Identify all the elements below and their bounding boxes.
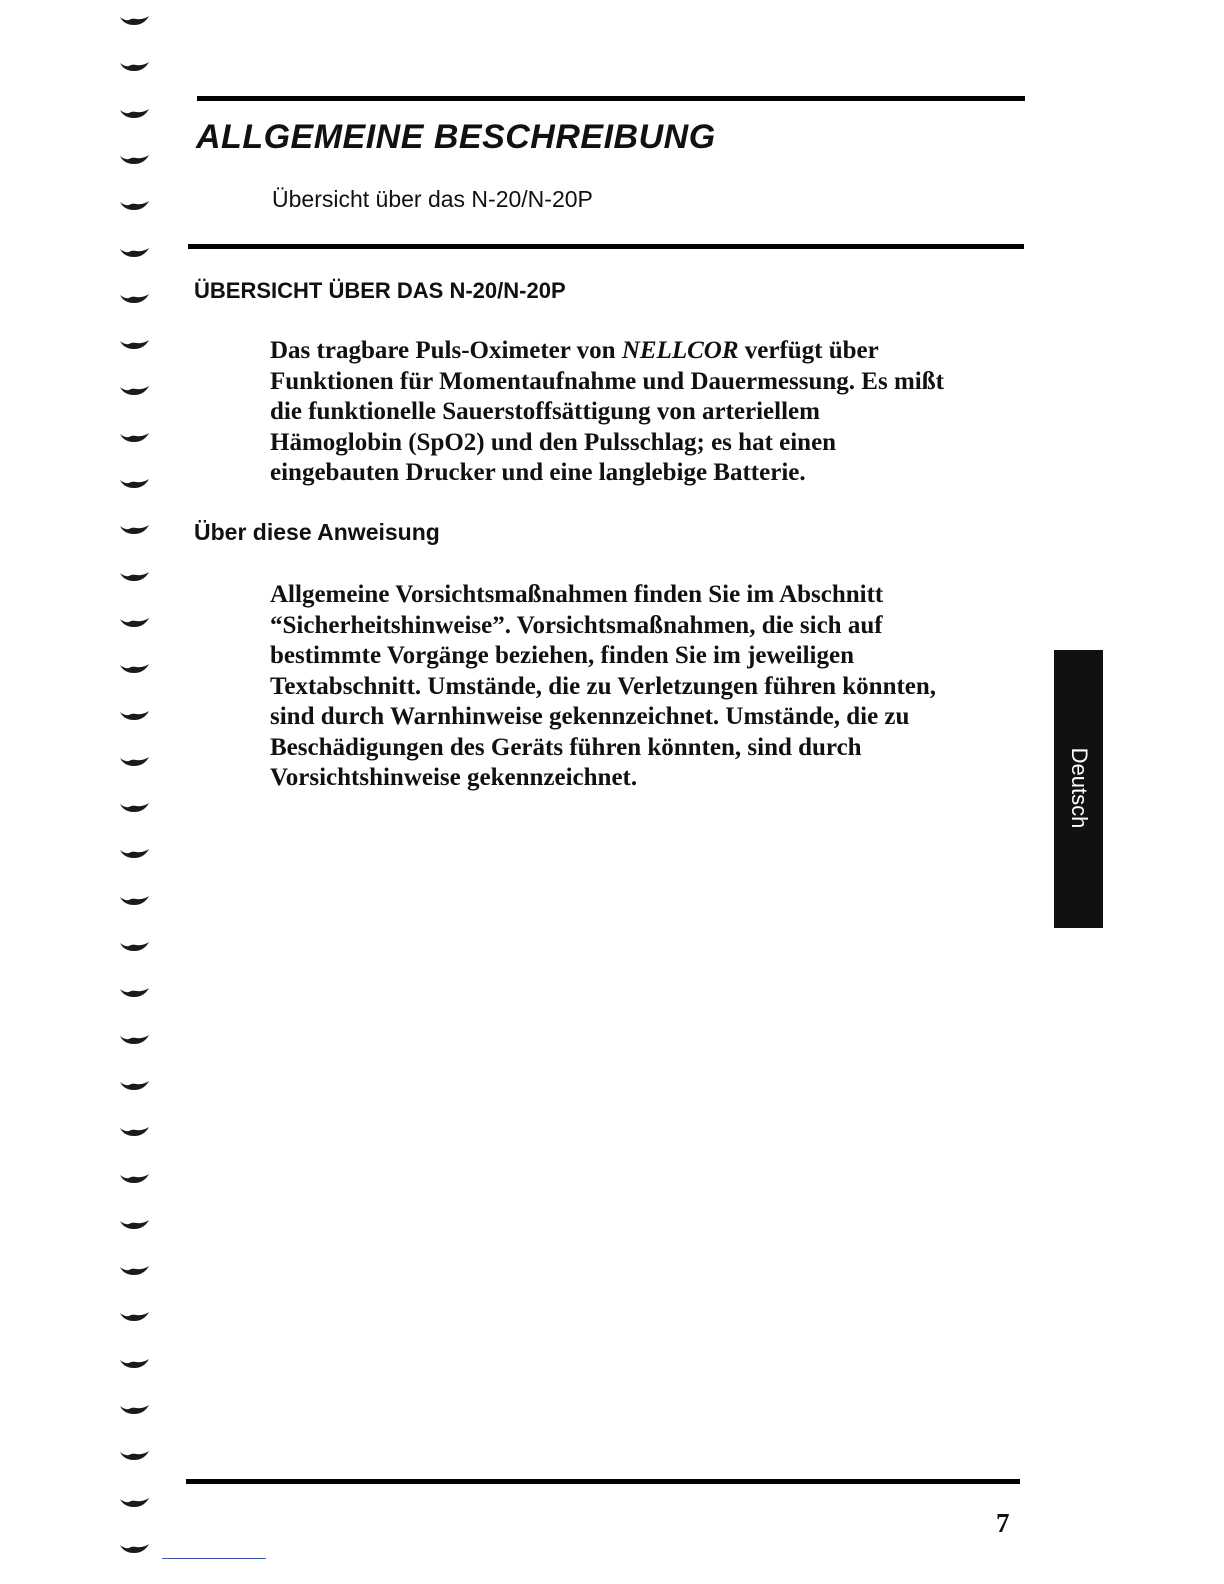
page-number: 7 xyxy=(996,1508,1010,1538)
overview-paragraph xyxy=(270,336,944,489)
paragraph-line: Beschädigungen des Geräts führen könnten, sind durch xyxy=(270,733,862,761)
paragraph-line xyxy=(270,336,944,367)
binding-ring-icon xyxy=(118,246,152,260)
binding-ring-icon xyxy=(118,1264,152,1278)
paragraph-line: Allgemeine Vorsichtsmaßnahmen finden Sie im Abschnitt xyxy=(270,581,884,608)
binding-ring-icon xyxy=(118,199,152,213)
language-tab xyxy=(1054,650,1103,928)
binding-ring-icon xyxy=(118,801,152,815)
binding-ring-icon xyxy=(118,1079,152,1093)
binding-ring-icon xyxy=(118,384,152,398)
binding-ring-icon xyxy=(118,986,152,1000)
binding-ring-icon xyxy=(118,14,152,28)
binding-ring-icon xyxy=(118,431,152,445)
paragraph-line: Hämoglobin (SpO2) und den Pulsschlag; es hat einen xyxy=(270,428,837,456)
binding-ring-icon xyxy=(118,60,152,74)
page-title: ALLGEMEINE BESCHREIBUNG xyxy=(196,118,716,156)
paragraph-line: sind durch Warnhinweise gekennzeichnet. Umstände, die zu xyxy=(270,703,910,730)
section-heading: ÜBERSICHT ÜBER DAS N-20/N-20P xyxy=(194,278,566,303)
binding-ring-icon xyxy=(118,940,152,954)
binding-ring-icon xyxy=(118,847,152,861)
binding-ring-icon xyxy=(118,1449,152,1463)
line-text: verfügt über xyxy=(738,337,879,364)
binding-ring-icon xyxy=(118,338,152,352)
binding-ring-icon xyxy=(118,1125,152,1139)
language-tab-label: Deutsch xyxy=(1066,747,1092,829)
paragraph-line: Textabschnitt. Umstände, die zu Verletzungen führen könnten, xyxy=(270,672,937,700)
binding-ring-icon xyxy=(118,894,152,908)
binding-ring-icon xyxy=(118,153,152,167)
subsection-heading: Über diese Anweisung xyxy=(194,519,440,545)
binding-ring-icon xyxy=(118,1218,152,1232)
binding-ring-icon xyxy=(118,1542,152,1556)
binding-ring-icon xyxy=(118,292,152,306)
binding-ring-icon xyxy=(118,662,152,676)
paragraph-line: bestimmte Vorgänge beziehen, finden Sie im jeweiligen xyxy=(270,642,854,669)
section-rule xyxy=(188,244,1024,249)
binding-ring-icon xyxy=(118,1403,152,1417)
binding-ring-icon xyxy=(118,107,152,121)
binding-ring-icon xyxy=(118,570,152,584)
paragraph-line: “Sicherheitshinweise”. Vorsichtsmaßnahmen, die sich auf xyxy=(270,611,883,639)
binding-ring-icon xyxy=(118,477,152,491)
brand-name: NELLCOR xyxy=(621,337,739,364)
line-text: Das tragbare Puls-Oximeter von xyxy=(270,337,622,364)
binding-ring-icon xyxy=(118,1357,152,1371)
spiral-binding xyxy=(112,0,162,1584)
binding-ring-icon xyxy=(118,523,152,537)
header-rule xyxy=(197,96,1025,101)
toc-entry: Übersicht über das N-20/N-20P xyxy=(272,186,593,212)
footer-rule xyxy=(186,1479,1020,1484)
binding-ring-icon xyxy=(118,1172,152,1186)
binding-ring-icon xyxy=(118,755,152,769)
binding-ring-icon xyxy=(118,1310,152,1324)
paragraph-line: eingebauten Drucker und eine langlebige Batterie. xyxy=(270,459,806,486)
binding-ring-icon xyxy=(118,616,152,630)
paragraph-line: Vorsichtshinweise gekennzeichnet. xyxy=(270,764,638,791)
binding-ring-icon xyxy=(118,1033,152,1047)
binding-ring-icon xyxy=(118,1496,152,1510)
binding-ring-icon xyxy=(118,709,152,723)
paragraph-line: Funktionen für Momentaufnahme und Dauermessung. Es mißt xyxy=(270,367,944,395)
instructions-paragraph xyxy=(270,580,936,794)
paragraph-line: die funktionelle Sauerstoffsättigung von arteriellem xyxy=(270,398,820,425)
footer-underline xyxy=(162,1558,266,1559)
